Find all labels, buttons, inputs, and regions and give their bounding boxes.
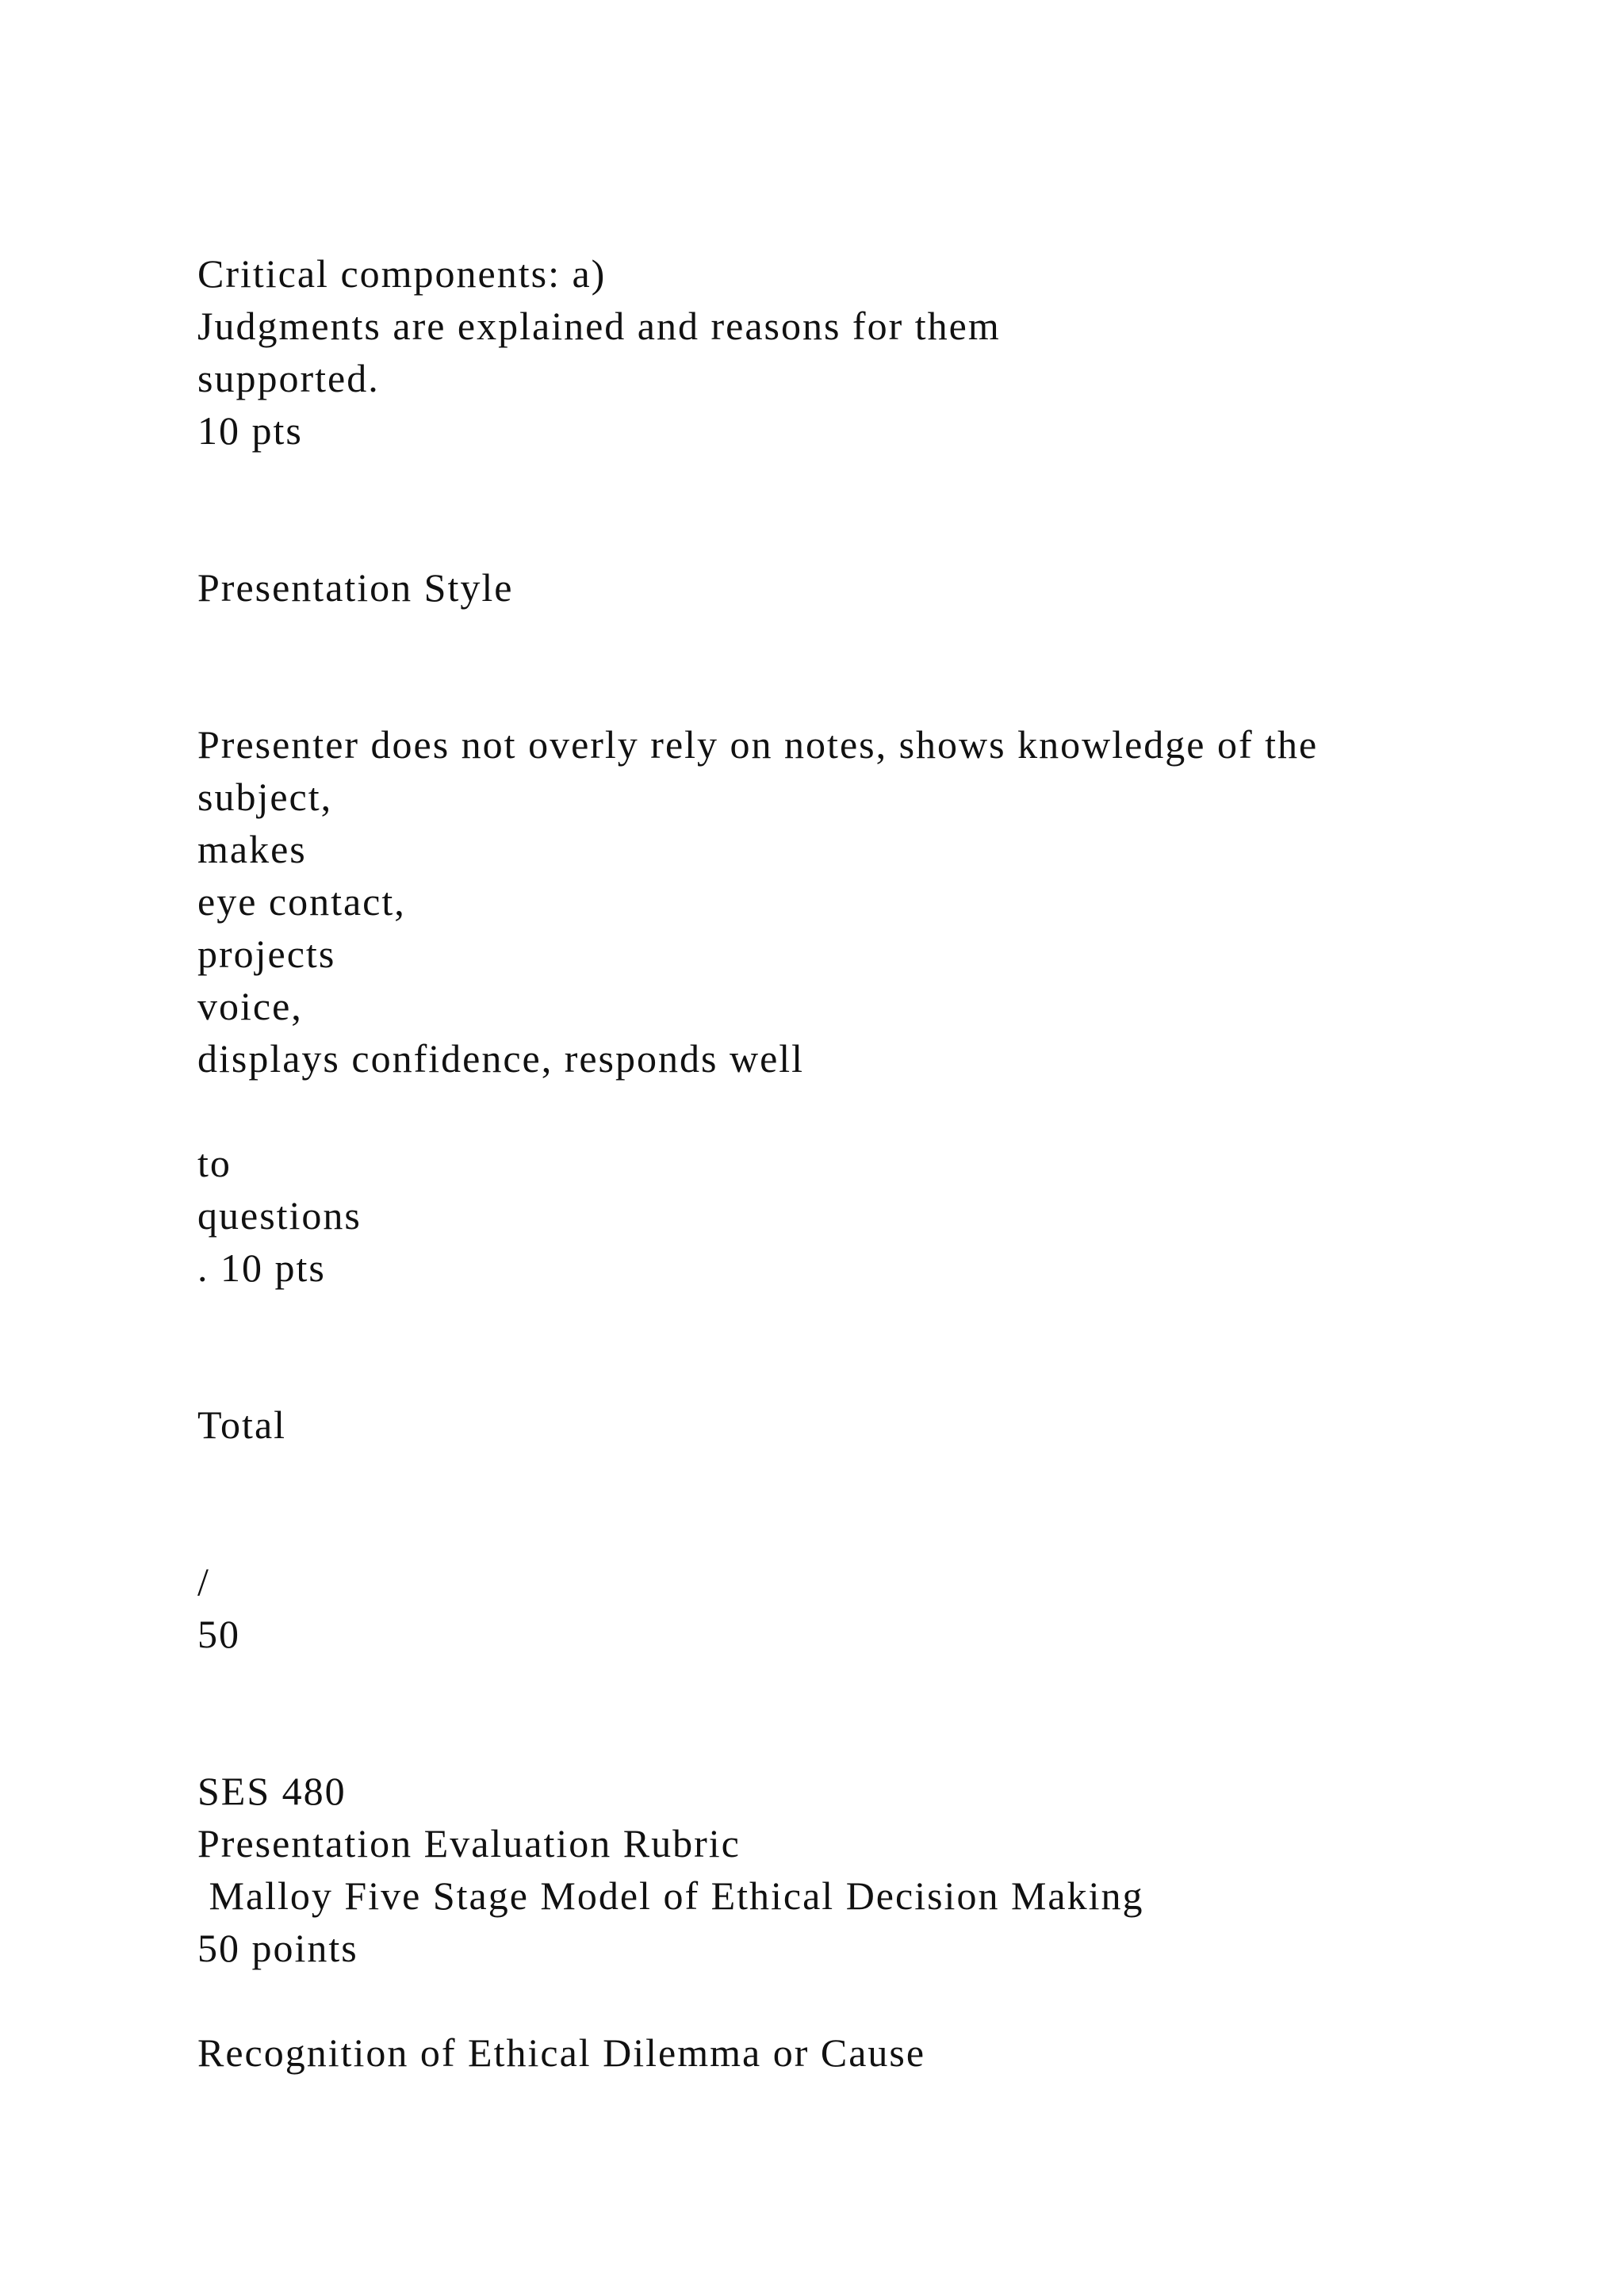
course-code: SES 480 [197,1769,347,1813]
text-line: displays confidence, responds well [197,1036,805,1081]
total-label: Total [197,1402,287,1447]
text-line: supported. [197,356,380,400]
text-line: projects [197,932,336,976]
total-points: 50 [197,1612,240,1656]
rubric-subtitle: Malloy Five Stage Model of Ethical Decision Making [197,1873,1144,1918]
section-heading-recognition: Recognition of Ethical Dilemma or Cause [197,2030,926,2075]
text-line: subject, [197,775,333,819]
text-line: . 10 pts [197,1246,326,1290]
rubric-points: 50 points [197,1926,358,1970]
text-line: to [197,1141,232,1185]
text-line: Judgments are explained and reasons for them [197,304,1001,348]
text-line: voice, [197,984,303,1028]
text-line: 10 pts [197,408,303,453]
text-line: questions [197,1193,362,1238]
text-line: eye contact, [197,879,406,924]
text-line: makes [197,827,307,871]
rubric-title: Presentation Evaluation Rubric [197,1821,741,1866]
text-line: Critical components: a) [197,251,607,296]
section-heading-presentation-style: Presentation Style [197,565,514,610]
total-slash: / [197,1559,210,1604]
text-line: Presenter does not overly rely on notes, shows knowledge of the [197,722,1319,767]
